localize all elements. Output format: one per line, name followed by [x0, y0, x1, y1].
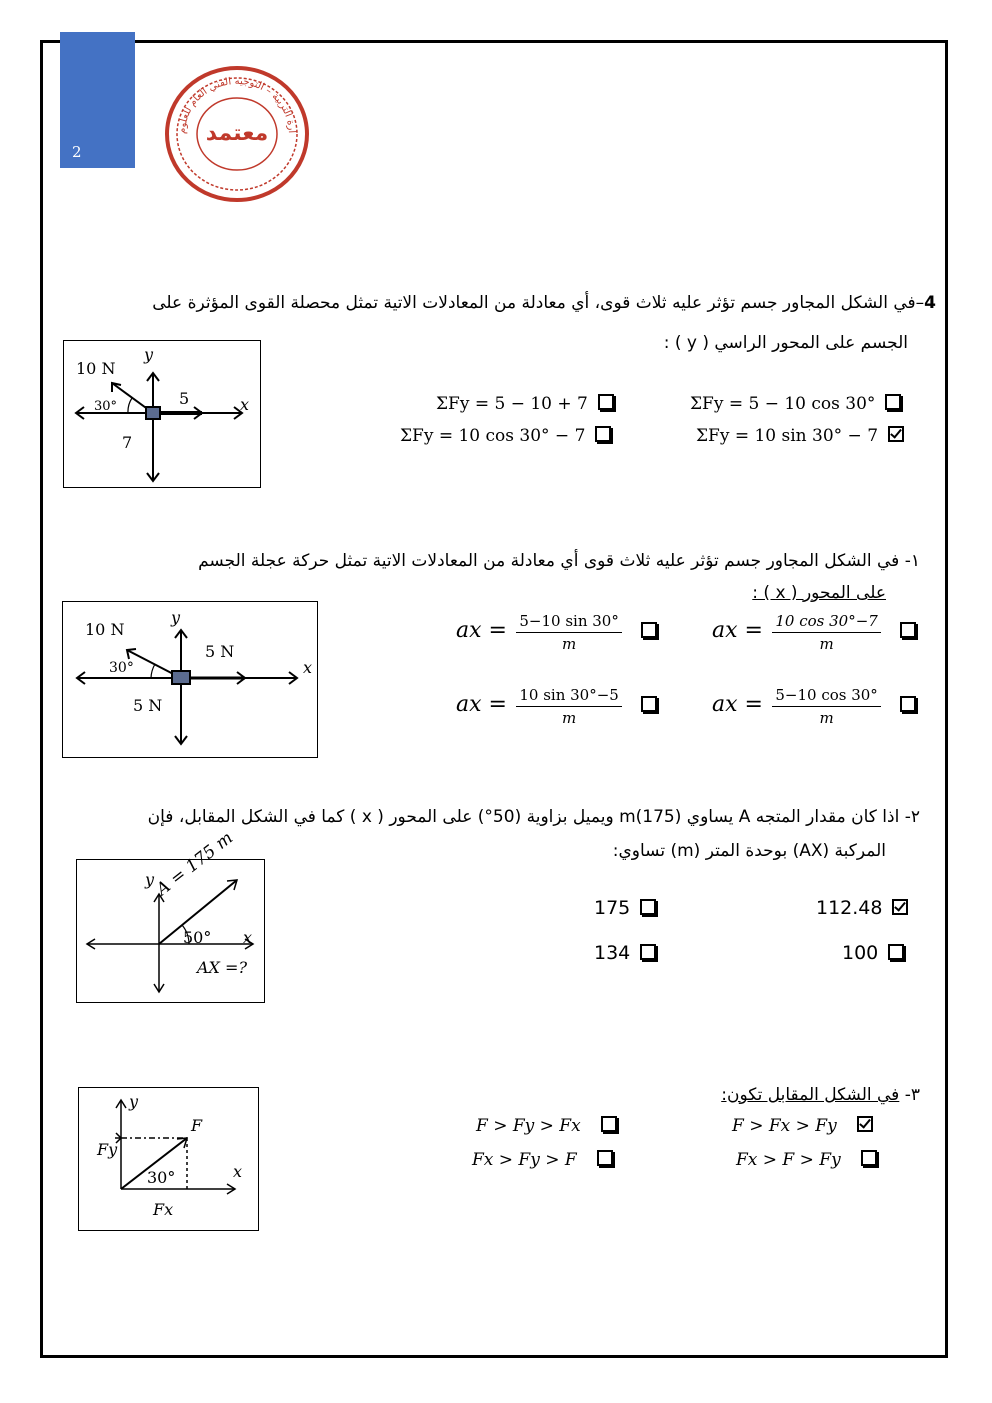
- checked-checkbox-icon[interactable]: [857, 1116, 873, 1132]
- q4-option-a[interactable]: ΣFy = 5 − 10 cos 30°: [690, 394, 901, 414]
- q2-fig-angle: 50°: [183, 928, 212, 947]
- q4-number: 4: [924, 293, 936, 313]
- page-number: 2: [72, 143, 82, 161]
- q3-option-a[interactable]: F > Fx > Fy: [732, 1116, 873, 1136]
- q1-fig-x-label: x: [303, 658, 313, 677]
- q2-fig-x-label: x: [243, 928, 253, 947]
- q3-fig-force: F: [191, 1116, 203, 1135]
- q1-figure: [62, 601, 318, 758]
- q3-text-line1: ٣- في الشكل المقابل تكون:: [721, 1085, 920, 1105]
- q1-fig-force3: 5 N: [133, 696, 163, 715]
- q2-option-a[interactable]: 112.48: [816, 897, 908, 919]
- q1-fig-y-label: y: [171, 608, 181, 627]
- q1-fig-force1: 10 N: [85, 620, 125, 639]
- q1-fig-force2: 5 N: [205, 642, 235, 661]
- q4-fig-y-label: y: [144, 345, 154, 364]
- q3-fig-y-label: y: [129, 1092, 139, 1111]
- checked-checkbox-icon[interactable]: [892, 899, 908, 915]
- q4-fig-force1: 10 N: [76, 359, 116, 378]
- checkbox-icon[interactable]: [640, 899, 656, 915]
- q4-fig-angle: 30°: [94, 399, 118, 414]
- q4-option-c[interactable]: ΣFy = 10 sin 30° − 7: [696, 426, 904, 446]
- q4-figure: [63, 340, 261, 488]
- q3-option-b[interactable]: F > Fy > Fx: [476, 1116, 617, 1136]
- q4-option-d[interactable]: ΣFy = 10 cos 30° − 7: [400, 426, 611, 446]
- q2-option-b[interactable]: 175: [594, 897, 656, 919]
- approval-stamp: [163, 64, 311, 204]
- q1-text-line2: على المحور ( x ) :: [752, 583, 886, 603]
- q2-option-c[interactable]: 100: [842, 942, 904, 964]
- q2-fig-vector-label: A = 175 m: [152, 828, 237, 900]
- q3-option-d[interactable]: Fx > Fy > F: [472, 1150, 613, 1170]
- checkbox-icon[interactable]: [888, 944, 904, 960]
- q2-figure: [76, 828, 265, 1003]
- checkbox-icon[interactable]: [641, 622, 657, 638]
- q1-option-a[interactable]: ax = $\frac{10 \cos 30^\circ-7}{m}$: [712, 612, 916, 653]
- q4-text-line1: 4–في الشكل المجاور جسم تؤثر عليه ثلاث قوى، أي معادلة من المعادلات الاتية تمثل محصلة القوى المؤثرة على: [152, 293, 936, 313]
- checked-checkbox-icon[interactable]: [888, 426, 904, 442]
- checkbox-icon[interactable]: [595, 426, 611, 442]
- q2-fig-component: AX =?: [197, 958, 248, 977]
- q1-text-line1: ١- في الشكل المجاور جسم تؤثر عليه ثلاث قوى أي معادلة من المعادلات الاتية تمثل حركة عجلة الجسم: [198, 551, 920, 571]
- checkbox-icon[interactable]: [900, 696, 916, 712]
- q2-text-line1: ٢- اذا كان مقدار المتجه A يساوي m(175) ويميل بزاوية (50°) على المحور ( x ) كما في الشكل المقابل، فإن: [147, 807, 920, 827]
- stamp-word: معتمد: [205, 121, 269, 146]
- q3-figure: [78, 1087, 259, 1231]
- q2-option-d[interactable]: 134: [594, 942, 656, 964]
- checkbox-icon[interactable]: [641, 696, 657, 712]
- q4-fig-force3: 7: [122, 433, 133, 452]
- q1-option-c[interactable]: ax = $\frac{5-10 \cos 30^\circ}{m}$: [712, 686, 916, 727]
- q4-fig-force2: 5: [179, 389, 190, 408]
- q3-option-c[interactable]: Fx > F > Fy: [736, 1150, 877, 1170]
- q4-text-line2: الجسم على المحور الراسي ( y ) :: [663, 333, 908, 353]
- q3-fig-fy: Fy: [97, 1140, 118, 1159]
- checkbox-icon[interactable]: [601, 1116, 617, 1132]
- q3-fig-x-label: x: [233, 1162, 243, 1181]
- q4-option-b[interactable]: ΣFy = 5 − 10 + 7: [436, 394, 614, 414]
- q1-option-d[interactable]: ax = $\frac{10 \sin 30^\circ-5}{m}$: [456, 686, 657, 727]
- q2-text-line2: المركبة (AX) بوحدة المتر (m) تساوي:: [612, 841, 886, 861]
- q1-option-b[interactable]: ax = $\frac{5-10 \sin 30^\circ}{m}$: [456, 612, 657, 653]
- q3-fig-fx: Fx: [153, 1200, 174, 1219]
- checkbox-icon[interactable]: [885, 394, 901, 410]
- q3-fig-angle: 30°: [147, 1168, 176, 1187]
- q4-fig-x-label: x: [240, 395, 250, 414]
- q1-fig-angle: 30°: [109, 660, 134, 676]
- checkbox-icon[interactable]: [598, 394, 614, 410]
- checkbox-icon[interactable]: [861, 1150, 877, 1166]
- stamp-title: ارة التربية – التوجيه الفني العام للعلوم: [176, 75, 298, 135]
- q2-fig-y-label: y: [145, 870, 155, 889]
- checkbox-icon[interactable]: [597, 1150, 613, 1166]
- checkbox-icon[interactable]: [640, 944, 656, 960]
- checkbox-icon[interactable]: [900, 622, 916, 638]
